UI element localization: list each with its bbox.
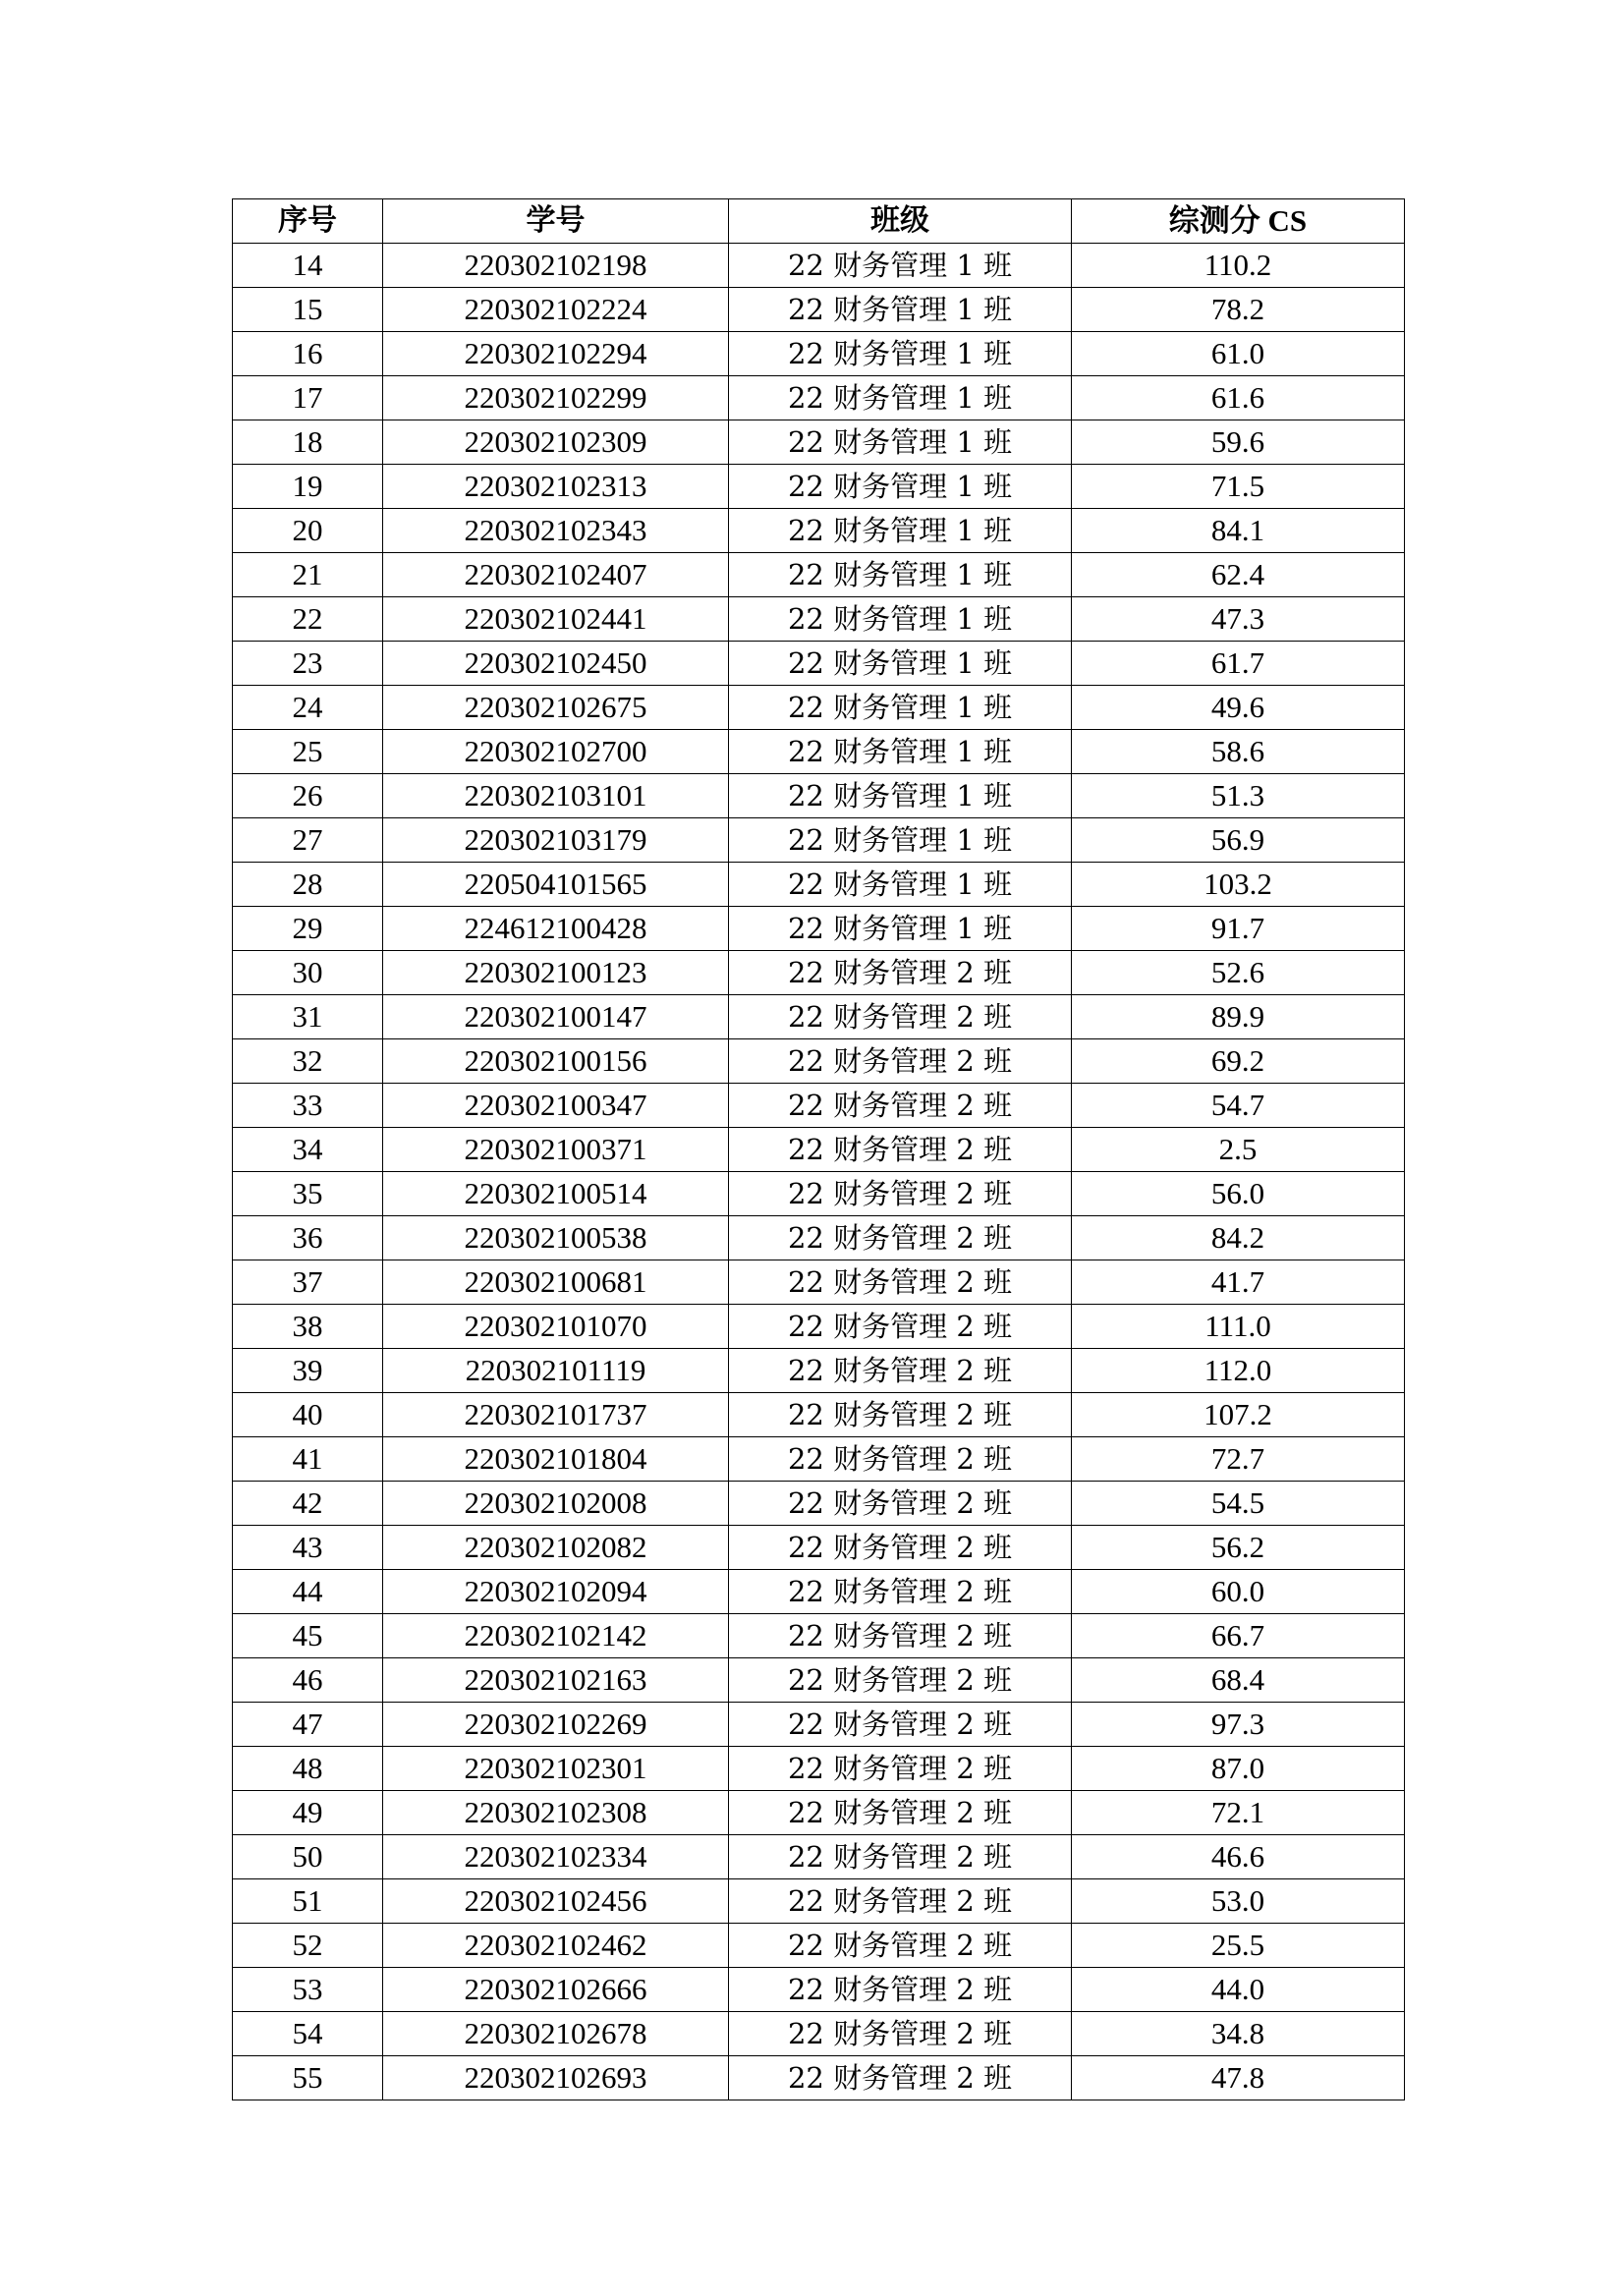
cell-student-id: 220302102082 — [383, 1526, 729, 1570]
table-row — [233, 1482, 1405, 1526]
cell-class: 22 财务管理 2 班 — [729, 1305, 1072, 1349]
cell-index: 30 — [233, 951, 383, 995]
cell-score: 69.2 — [1072, 1039, 1405, 1084]
table-row — [233, 597, 1405, 642]
cell-index: 20 — [233, 509, 383, 553]
table-row — [233, 1437, 1405, 1482]
table-body — [233, 244, 1405, 2100]
cell-student-id: 220302102666 — [383, 1968, 729, 2012]
cell-student-id: 220302102313 — [383, 465, 729, 509]
cell-score: 59.6 — [1072, 420, 1405, 465]
table-row — [233, 863, 1405, 907]
table-row — [233, 1260, 1405, 1305]
cell-index: 26 — [233, 774, 383, 818]
cell-student-id: 220302102334 — [383, 1835, 729, 1879]
cell-student-id: 220302103101 — [383, 774, 729, 818]
cell-class: 22 财务管理 1 班 — [729, 288, 1072, 332]
table-row — [233, 332, 1405, 376]
cell-index: 15 — [233, 288, 383, 332]
cell-student-id: 220302101119 — [383, 1349, 729, 1393]
cell-index: 24 — [233, 686, 383, 730]
table-row — [233, 1393, 1405, 1437]
cell-class: 22 财务管理 1 班 — [729, 818, 1072, 863]
header-student-id: 学号 — [383, 199, 729, 244]
table-row — [233, 1747, 1405, 1791]
cell-index: 16 — [233, 332, 383, 376]
cell-score: 61.6 — [1072, 376, 1405, 420]
cell-score: 68.4 — [1072, 1658, 1405, 1703]
cell-class: 22 财务管理 2 班 — [729, 1924, 1072, 1968]
table-row — [233, 642, 1405, 686]
cell-score: 112.0 — [1072, 1349, 1405, 1393]
cell-student-id: 220302101804 — [383, 1437, 729, 1482]
cell-score: 87.0 — [1072, 1747, 1405, 1791]
cell-student-id: 220302102224 — [383, 288, 729, 332]
cell-class: 22 财务管理 2 班 — [729, 1791, 1072, 1835]
cell-student-id: 220302102700 — [383, 730, 729, 774]
cell-student-id: 220302102308 — [383, 1791, 729, 1835]
table-row — [233, 818, 1405, 863]
cell-index: 35 — [233, 1172, 383, 1216]
cell-score: 91.7 — [1072, 907, 1405, 951]
cell-index: 43 — [233, 1526, 383, 1570]
cell-index: 50 — [233, 1835, 383, 1879]
cell-class: 22 财务管理 1 班 — [729, 465, 1072, 509]
cell-student-id: 220302102309 — [383, 420, 729, 465]
cell-score: 107.2 — [1072, 1393, 1405, 1437]
cell-class: 22 财务管理 2 班 — [729, 1968, 1072, 2012]
cell-score: 103.2 — [1072, 863, 1405, 907]
cell-student-id: 220302102343 — [383, 509, 729, 553]
cell-student-id: 224612100428 — [383, 907, 729, 951]
cell-score: 111.0 — [1072, 1305, 1405, 1349]
cell-score: 52.6 — [1072, 951, 1405, 995]
cell-student-id: 220302102407 — [383, 553, 729, 597]
cell-score: 72.1 — [1072, 1791, 1405, 1835]
cell-index: 51 — [233, 1879, 383, 1924]
cell-index: 21 — [233, 553, 383, 597]
cell-class: 22 财务管理 1 班 — [729, 863, 1072, 907]
cell-student-id: 220302103179 — [383, 818, 729, 863]
cell-score: 47.8 — [1072, 2056, 1405, 2100]
cell-student-id: 220302102142 — [383, 1614, 729, 1658]
score-table — [232, 198, 1405, 2100]
table-row — [233, 2056, 1405, 2100]
cell-score: 47.3 — [1072, 597, 1405, 642]
cell-student-id: 220302100538 — [383, 1216, 729, 1260]
cell-class: 22 财务管理 2 班 — [729, 951, 1072, 995]
cell-student-id: 220302102678 — [383, 2012, 729, 2056]
cell-class: 22 财务管理 2 班 — [729, 1747, 1072, 1791]
table-row — [233, 244, 1405, 288]
cell-student-id: 220302102163 — [383, 1658, 729, 1703]
cell-student-id: 220504101565 — [383, 863, 729, 907]
cell-class: 22 财务管理 1 班 — [729, 420, 1072, 465]
cell-class: 22 财务管理 1 班 — [729, 332, 1072, 376]
cell-class: 22 财务管理 1 班 — [729, 774, 1072, 818]
cell-student-id: 220302102693 — [383, 2056, 729, 2100]
cell-index: 55 — [233, 2056, 383, 2100]
cell-class: 22 财务管理 2 班 — [729, 1260, 1072, 1305]
table-row — [233, 1835, 1405, 1879]
table-row — [233, 1039, 1405, 1084]
cell-score: 66.7 — [1072, 1614, 1405, 1658]
cell-class: 22 财务管理 2 班 — [729, 1349, 1072, 1393]
header-index: 序号 — [233, 199, 383, 244]
cell-score: 61.0 — [1072, 332, 1405, 376]
table-row — [233, 1084, 1405, 1128]
cell-student-id: 220302101737 — [383, 1393, 729, 1437]
cell-class: 22 财务管理 2 班 — [729, 1039, 1072, 1084]
table-row — [233, 1349, 1405, 1393]
cell-score: 53.0 — [1072, 1879, 1405, 1924]
cell-index: 31 — [233, 995, 383, 1039]
cell-score: 56.2 — [1072, 1526, 1405, 1570]
cell-score: 56.0 — [1072, 1172, 1405, 1216]
table-row — [233, 1924, 1405, 1968]
cell-class: 22 财务管理 2 班 — [729, 1835, 1072, 1879]
cell-index: 40 — [233, 1393, 383, 1437]
cell-score: 51.3 — [1072, 774, 1405, 818]
table-row — [233, 1791, 1405, 1835]
cell-student-id: 220302102301 — [383, 1747, 729, 1791]
cell-score: 84.1 — [1072, 509, 1405, 553]
cell-score: 60.0 — [1072, 1570, 1405, 1614]
table-row — [233, 288, 1405, 332]
table-row — [233, 1526, 1405, 1570]
cell-index: 39 — [233, 1349, 383, 1393]
cell-index: 47 — [233, 1703, 383, 1747]
cell-index: 46 — [233, 1658, 383, 1703]
cell-score: 2.5 — [1072, 1128, 1405, 1172]
table-row — [233, 1614, 1405, 1658]
table-row — [233, 1879, 1405, 1924]
table-row — [233, 1216, 1405, 1260]
cell-index: 49 — [233, 1791, 383, 1835]
header-score: 综测分 CS — [1072, 199, 1405, 244]
cell-class: 22 财务管理 1 班 — [729, 509, 1072, 553]
cell-class: 22 财务管理 1 班 — [729, 907, 1072, 951]
cell-class: 22 财务管理 2 班 — [729, 1658, 1072, 1703]
cell-index: 42 — [233, 1482, 383, 1526]
cell-class: 22 财务管理 1 班 — [729, 642, 1072, 686]
table-row — [233, 1128, 1405, 1172]
cell-student-id: 220302100123 — [383, 951, 729, 995]
cell-score: 71.5 — [1072, 465, 1405, 509]
cell-student-id: 220302102441 — [383, 597, 729, 642]
cell-index: 36 — [233, 1216, 383, 1260]
cell-index: 33 — [233, 1084, 383, 1128]
cell-class: 22 财务管理 2 班 — [729, 1614, 1072, 1658]
cell-student-id: 220302102294 — [383, 332, 729, 376]
table-row — [233, 553, 1405, 597]
cell-index: 34 — [233, 1128, 383, 1172]
cell-student-id: 220302102008 — [383, 1482, 729, 1526]
cell-student-id: 220302100514 — [383, 1172, 729, 1216]
table-row — [233, 465, 1405, 509]
cell-score: 56.9 — [1072, 818, 1405, 863]
cell-student-id: 220302100347 — [383, 1084, 729, 1128]
cell-score: 89.9 — [1072, 995, 1405, 1039]
cell-class: 22 财务管理 2 班 — [729, 1703, 1072, 1747]
cell-score: 84.2 — [1072, 1216, 1405, 1260]
table-row — [233, 509, 1405, 553]
cell-student-id: 220302102462 — [383, 1924, 729, 1968]
cell-index: 53 — [233, 1968, 383, 2012]
cell-student-id: 220302100147 — [383, 995, 729, 1039]
cell-score: 49.6 — [1072, 686, 1405, 730]
cell-class: 22 财务管理 2 班 — [729, 1526, 1072, 1570]
cell-index: 23 — [233, 642, 383, 686]
cell-index: 32 — [233, 1039, 383, 1084]
cell-index: 48 — [233, 1747, 383, 1791]
cell-score: 110.2 — [1072, 244, 1405, 288]
cell-student-id: 220302102094 — [383, 1570, 729, 1614]
table-row — [233, 376, 1405, 420]
cell-score: 44.0 — [1072, 1968, 1405, 2012]
cell-score: 54.7 — [1072, 1084, 1405, 1128]
cell-class: 22 财务管理 2 班 — [729, 1879, 1072, 1924]
cell-student-id: 220302101070 — [383, 1305, 729, 1349]
table-row — [233, 1658, 1405, 1703]
cell-student-id: 220302102450 — [383, 642, 729, 686]
cell-score: 62.4 — [1072, 553, 1405, 597]
cell-class: 22 财务管理 2 班 — [729, 1084, 1072, 1128]
table-row — [233, 1968, 1405, 2012]
cell-score: 25.5 — [1072, 1924, 1405, 1968]
cell-class: 22 财务管理 1 班 — [729, 376, 1072, 420]
cell-class: 22 财务管理 2 班 — [729, 1482, 1072, 1526]
cell-index: 54 — [233, 2012, 383, 2056]
cell-class: 22 财务管理 2 班 — [729, 1570, 1072, 1614]
cell-student-id: 220302102269 — [383, 1703, 729, 1747]
cell-student-id: 220302102675 — [383, 686, 729, 730]
table-row — [233, 774, 1405, 818]
cell-score: 46.6 — [1072, 1835, 1405, 1879]
cell-student-id: 220302102456 — [383, 1879, 729, 1924]
table-row — [233, 730, 1405, 774]
cell-class: 22 财务管理 1 班 — [729, 597, 1072, 642]
cell-index: 18 — [233, 420, 383, 465]
cell-student-id: 220302102299 — [383, 376, 729, 420]
table-header — [233, 199, 1405, 244]
cell-index: 28 — [233, 863, 383, 907]
header-class: 班级 — [729, 199, 1072, 244]
cell-index: 29 — [233, 907, 383, 951]
table-row — [233, 1703, 1405, 1747]
cell-class: 22 财务管理 2 班 — [729, 2056, 1072, 2100]
table-row — [233, 1570, 1405, 1614]
cell-index: 45 — [233, 1614, 383, 1658]
cell-score: 72.7 — [1072, 1437, 1405, 1482]
cell-index: 27 — [233, 818, 383, 863]
cell-class: 22 财务管理 1 班 — [729, 686, 1072, 730]
table-row — [233, 686, 1405, 730]
table-row — [233, 951, 1405, 995]
cell-class: 22 财务管理 2 班 — [729, 2012, 1072, 2056]
cell-score: 78.2 — [1072, 288, 1405, 332]
cell-index: 38 — [233, 1305, 383, 1349]
cell-score: 58.6 — [1072, 730, 1405, 774]
cell-score: 97.3 — [1072, 1703, 1405, 1747]
cell-class: 22 财务管理 1 班 — [729, 553, 1072, 597]
cell-class: 22 财务管理 2 班 — [729, 1172, 1072, 1216]
table-row — [233, 420, 1405, 465]
cell-index: 14 — [233, 244, 383, 288]
cell-index: 22 — [233, 597, 383, 642]
cell-student-id: 220302100371 — [383, 1128, 729, 1172]
cell-class: 22 财务管理 1 班 — [729, 244, 1072, 288]
cell-index: 37 — [233, 1260, 383, 1305]
cell-class: 22 财务管理 2 班 — [729, 995, 1072, 1039]
cell-class: 22 财务管理 2 班 — [729, 1437, 1072, 1482]
table-row — [233, 907, 1405, 951]
cell-index: 44 — [233, 1570, 383, 1614]
cell-class: 22 财务管理 2 班 — [729, 1216, 1072, 1260]
cell-score: 54.5 — [1072, 1482, 1405, 1526]
table-row — [233, 1172, 1405, 1216]
cell-index: 52 — [233, 1924, 383, 1968]
cell-student-id: 220302100681 — [383, 1260, 729, 1305]
cell-student-id: 220302102198 — [383, 244, 729, 288]
cell-score: 34.8 — [1072, 2012, 1405, 2056]
cell-class: 22 财务管理 2 班 — [729, 1128, 1072, 1172]
table-row — [233, 2012, 1405, 2056]
cell-score: 41.7 — [1072, 1260, 1405, 1305]
cell-index: 17 — [233, 376, 383, 420]
table-row — [233, 1305, 1405, 1349]
cell-index: 41 — [233, 1437, 383, 1482]
cell-class: 22 财务管理 2 班 — [729, 1393, 1072, 1437]
cell-index: 19 — [233, 465, 383, 509]
table-row — [233, 995, 1405, 1039]
cell-score: 61.7 — [1072, 642, 1405, 686]
cell-student-id: 220302100156 — [383, 1039, 729, 1084]
cell-class: 22 财务管理 1 班 — [729, 730, 1072, 774]
header-row — [233, 199, 1405, 244]
cell-index: 25 — [233, 730, 383, 774]
